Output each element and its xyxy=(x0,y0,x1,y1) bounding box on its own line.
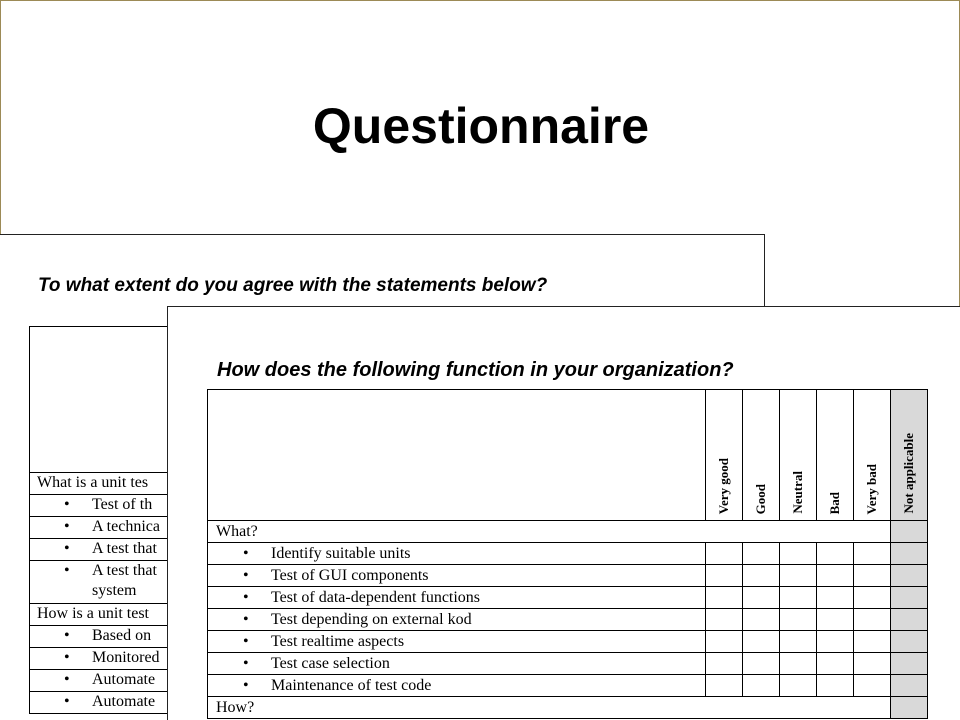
rating-cell[interactable] xyxy=(854,587,891,609)
bullet-glyph: • xyxy=(243,610,249,628)
rating-column-header xyxy=(854,390,891,521)
slide-title: Questionnaire xyxy=(312,98,650,154)
bullet-glyph: • xyxy=(243,544,249,562)
function-item-label xyxy=(208,587,706,609)
rating-cell[interactable] xyxy=(743,675,780,697)
rating-cell[interactable] xyxy=(780,587,817,609)
agree-heading: To what extent do you agree with the statements below? xyxy=(38,275,548,296)
function-item-text: Test of data-dependent functions xyxy=(271,588,481,606)
agree-row-text: What is a unit tes xyxy=(37,474,149,491)
rating-cell[interactable] xyxy=(706,565,743,587)
rating-cell[interactable] xyxy=(854,565,891,587)
function-item-row xyxy=(208,587,928,609)
agree-row-text: Based on xyxy=(92,627,152,644)
rating-cell[interactable] xyxy=(706,675,743,697)
not-applicable-cell xyxy=(891,521,928,543)
function-header-row xyxy=(208,390,928,521)
function-header-blank xyxy=(208,390,706,521)
function-table xyxy=(207,389,928,719)
rating-cell[interactable] xyxy=(780,631,817,653)
not-applicable-cell xyxy=(891,653,928,675)
rating-column-header xyxy=(743,390,780,521)
bullet-glyph: • xyxy=(64,627,70,644)
rating-column-header xyxy=(891,390,928,521)
rating-cell[interactable] xyxy=(743,565,780,587)
bullet-glyph: • xyxy=(64,518,70,535)
function-item-row xyxy=(208,631,928,653)
function-item-label xyxy=(208,609,706,631)
function-section-row xyxy=(208,521,928,543)
bullet-glyph: • xyxy=(64,540,70,557)
function-item-text: Maintenance of test code xyxy=(271,676,432,694)
rating-cell[interactable] xyxy=(706,631,743,653)
bullet-glyph: • xyxy=(64,671,70,688)
bullet-glyph: • xyxy=(243,588,249,606)
agree-row-text: A test that xyxy=(92,540,157,557)
agree-row-text: Test of th xyxy=(92,496,153,513)
agree-row-text: How is a unit test xyxy=(37,605,149,622)
rating-cell[interactable] xyxy=(780,565,817,587)
agree-row-text-wrap: system xyxy=(92,582,137,599)
function-item-text: Test of GUI components xyxy=(271,566,429,584)
rating-cell[interactable] xyxy=(780,609,817,631)
rating-cell[interactable] xyxy=(780,543,817,565)
bullet-glyph: • xyxy=(243,676,249,694)
function-item-row xyxy=(208,543,928,565)
rating-column-label: Very good xyxy=(716,457,731,514)
not-applicable-cell xyxy=(891,631,928,653)
not-applicable-cell xyxy=(891,697,928,719)
rating-cell[interactable] xyxy=(854,675,891,697)
bullet-glyph: • xyxy=(243,566,249,584)
rating-cell[interactable] xyxy=(743,631,780,653)
rating-cell[interactable] xyxy=(854,609,891,631)
not-applicable-cell xyxy=(891,543,928,565)
function-item-row xyxy=(208,565,928,587)
function-item-text: Test case selection xyxy=(271,654,390,672)
function-item-label xyxy=(208,631,706,653)
agree-row-text: A technica xyxy=(92,518,160,535)
function-heading: How does the following function in your organization? xyxy=(217,359,734,381)
bullet-glyph: • xyxy=(64,562,70,579)
rating-cell[interactable] xyxy=(854,653,891,675)
rating-column-header xyxy=(706,390,743,521)
rating-cell[interactable] xyxy=(706,653,743,675)
rating-cell[interactable] xyxy=(743,609,780,631)
rating-cell[interactable] xyxy=(780,675,817,697)
agree-row-text: Automate xyxy=(92,693,156,710)
rating-cell[interactable] xyxy=(817,653,854,675)
rating-column-label: Neutral xyxy=(790,471,805,514)
rating-cell[interactable] xyxy=(743,587,780,609)
function-item-text: Identify suitable units xyxy=(271,544,411,562)
not-applicable-cell xyxy=(891,675,928,697)
rating-column-label: Very bad xyxy=(864,463,879,514)
bullet-glyph: • xyxy=(64,693,70,710)
not-applicable-cell xyxy=(891,565,928,587)
agree-row-text: A test that xyxy=(92,562,157,579)
function-section-row xyxy=(208,697,928,719)
not-applicable-cell xyxy=(891,609,928,631)
rating-cell[interactable] xyxy=(743,653,780,675)
bullet-glyph: • xyxy=(243,654,249,672)
rating-cell[interactable] xyxy=(706,587,743,609)
function-item-label xyxy=(208,675,706,697)
rating-cell[interactable] xyxy=(854,543,891,565)
bullet-glyph: • xyxy=(64,496,70,513)
rating-cell[interactable] xyxy=(817,631,854,653)
function-section-label: How? xyxy=(208,697,891,719)
function-item-text: Test depending on external kod xyxy=(271,610,472,628)
function-item-row xyxy=(208,653,928,675)
rating-cell[interactable] xyxy=(854,631,891,653)
rating-cell[interactable] xyxy=(817,609,854,631)
function-item-label xyxy=(208,653,706,675)
rating-cell[interactable] xyxy=(817,675,854,697)
agree-row-text: Automate xyxy=(92,671,156,688)
questionnaire-page-function xyxy=(167,306,960,720)
rating-cell[interactable] xyxy=(706,543,743,565)
rating-column-label: Not applicable xyxy=(901,433,916,514)
title-band xyxy=(1,1,959,235)
rating-cell[interactable] xyxy=(780,653,817,675)
rating-cell[interactable] xyxy=(817,543,854,565)
function-item-text: Test realtime aspects xyxy=(271,632,405,650)
rating-column-header xyxy=(780,390,817,521)
rating-column-header xyxy=(817,390,854,521)
not-applicable-cell xyxy=(891,587,928,609)
rating-cell[interactable] xyxy=(743,543,780,565)
function-item-label xyxy=(208,543,706,565)
rating-column-label: Bad xyxy=(827,491,842,514)
function-item-row xyxy=(208,675,928,697)
function-item-row xyxy=(208,609,928,631)
rating-cell[interactable] xyxy=(817,587,854,609)
bullet-glyph: • xyxy=(64,649,70,666)
agree-row-text: Monitored xyxy=(92,649,160,666)
function-item-label xyxy=(208,565,706,587)
rating-column-label: Good xyxy=(753,483,768,514)
rating-cell[interactable] xyxy=(817,565,854,587)
bullet-glyph: • xyxy=(243,632,249,650)
function-section-label: What? xyxy=(208,521,891,543)
rating-cell[interactable] xyxy=(706,609,743,631)
